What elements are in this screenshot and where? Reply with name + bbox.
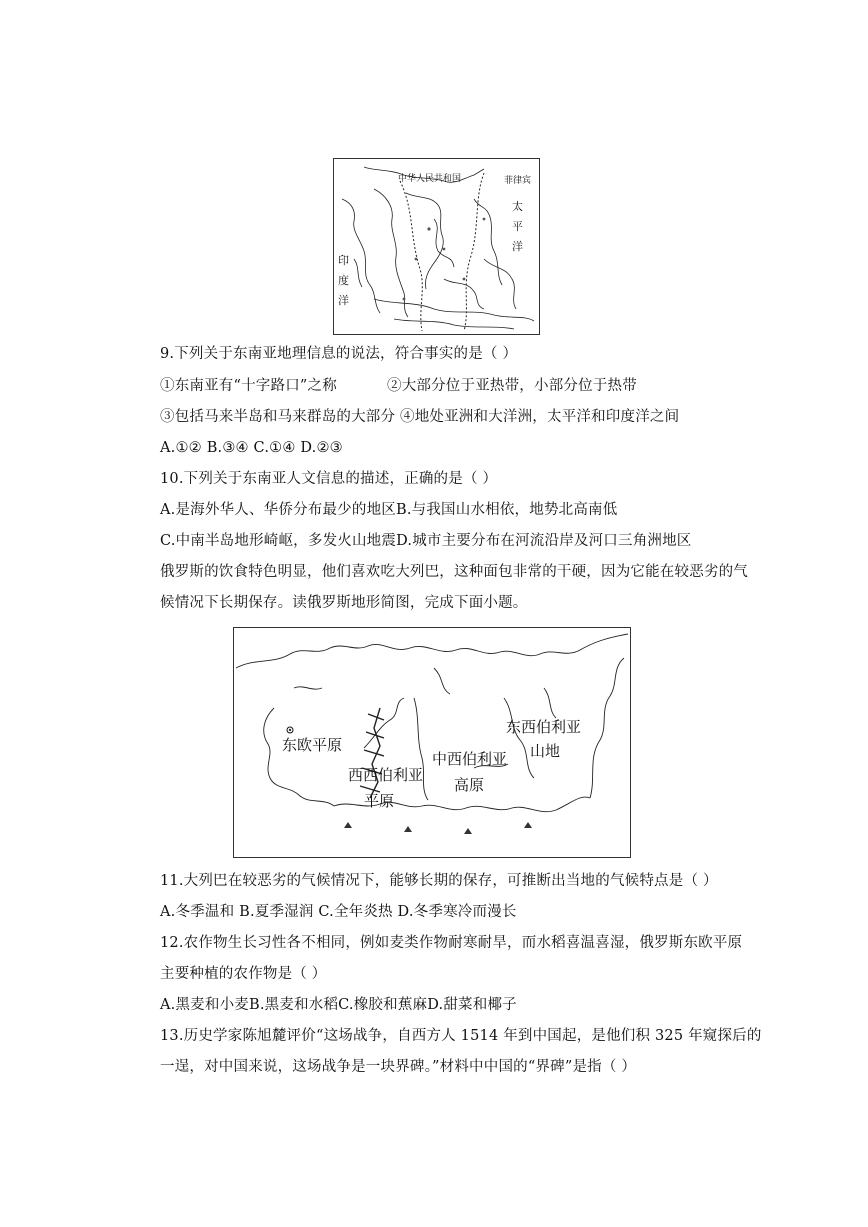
label-west-siberian-plain-2: 平原 <box>364 792 395 810</box>
intro-line-2: 候情况下长期保存。读俄罗斯地形简图，完成下面小题。 <box>160 595 528 611</box>
label-central-siberian-plateau-1: 中西伯利亚 <box>432 750 508 768</box>
label-east-siberian-mountains-1: 东西伯利亚 <box>506 718 582 736</box>
q9-stem: 9.下列关于东南亚地理信息的说法，符合事实的是（ ） <box>160 346 518 362</box>
map1-label-philippines: 菲律宾 <box>504 176 532 186</box>
q11-options: A.冬季温和 B.夏季湿润 C.全年炎热 D.冬季寒冷而漫长 <box>160 904 517 920</box>
q10-options-cd: C.中南半岛地形崎岖，多发火山地震D.城市主要分布在河流沿岸及河口三角洲地区 <box>160 533 692 549</box>
q9-options: A.①② B.③④ C.①④ D.②③ <box>160 440 343 456</box>
q9-statement-1: ①东南亚有“十字路口”之称 <box>160 378 337 394</box>
southeast-asia-map <box>333 158 540 335</box>
label-east-european-plain: 东欧平原 <box>282 736 343 754</box>
q12-options: A.黑麦和小麦B.黑麦和水稻C.橡胶和蕉麻D.甜菜和椰子 <box>160 997 517 1013</box>
indian-char-2: 度 <box>338 274 349 287</box>
label-west-siberian-plain-1: 西西伯利亚 <box>348 766 424 784</box>
indian-char-1: 印 <box>338 254 349 267</box>
q13-stem-line-2: 一逞，对中国来说，这场战争是一块界碑。”材料中中国的“界碑”是指（ ） <box>160 1059 637 1075</box>
map1-label-pacific <box>512 197 523 257</box>
pacific-char-3: 洋 <box>512 240 523 253</box>
q13-stem-line-1: 13.历史学家陈旭麓评价“这场战争，自西方人 1514 年到中国起，是他们积 325 年窥探后的 <box>160 1028 762 1044</box>
intro-line-1: 俄罗斯的饮食特色明显，他们喜欢吃大列巴，这种面包非常的干硬，因为它能在较恶劣的气 <box>160 564 748 580</box>
indian-char-3: 洋 <box>338 294 349 307</box>
label-east-siberian-mountains-2: 山地 <box>530 742 561 760</box>
q10-options-ab: A.是海外华人、华侨分布最少的地区B.与我国山水相依，地势北高南低 <box>160 502 618 518</box>
label-central-siberian-plateau-2: 高原 <box>454 776 485 794</box>
pacific-char-1: 太 <box>512 200 523 213</box>
q12-stem-line-1: 12.农作物生长习性各不相同，例如麦类作物耐寒耐旱，而水稻喜温喜湿，俄罗斯东欧平原 <box>160 935 743 951</box>
russia-terrain-map <box>233 627 631 858</box>
q10-stem: 10.下列关于东南亚人文信息的描述，正确的是（ ） <box>160 471 498 487</box>
q9-statement-2: ②大部分位于亚热带，小部分位于热带 <box>387 378 637 394</box>
q9-statements-3-4: ③包括马来半岛和马来群岛的大部分 ④地处亚洲和大洋洲，太平洋和印度洋之间 <box>160 409 680 425</box>
pacific-char-2: 平 <box>512 220 523 233</box>
q12-stem-line-2: 主要种植的农作物是（ ） <box>160 966 327 982</box>
q11-stem: 11.大列巴在较恶劣的气候情况下，能够长期的保存，可推断出当地的气候特点是（ ） <box>160 873 718 889</box>
map1-label-indian <box>338 251 349 311</box>
map1-label-prc: 中华人民共和国 <box>398 174 462 184</box>
